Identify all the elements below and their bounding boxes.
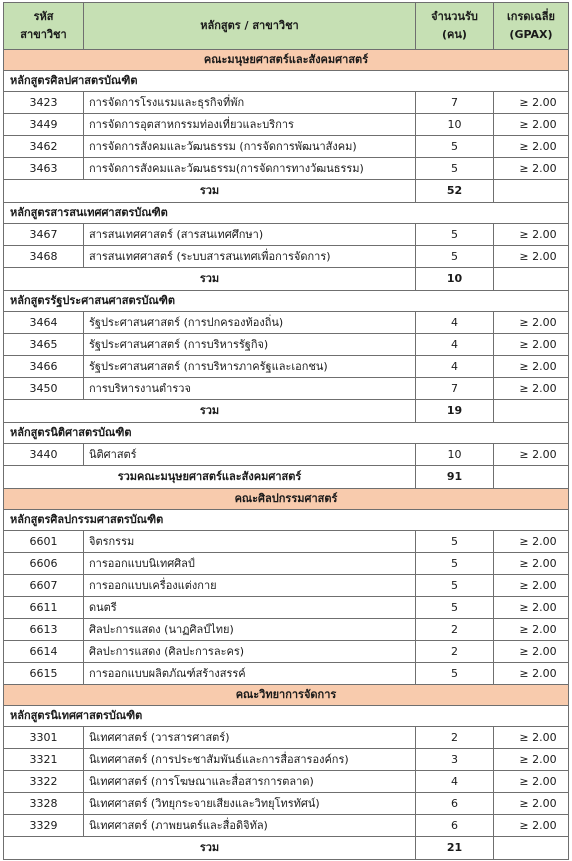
seat-count: 5: [416, 224, 494, 246]
gpax-requirement: ≥ 2.00: [494, 663, 569, 685]
gpax-requirement: ≥ 2.00: [494, 575, 569, 597]
table-row: [4, 136, 569, 158]
major-code: 6611: [4, 597, 84, 619]
gpax-requirement: ≥ 2.00: [494, 444, 569, 466]
major-name: นิติศาสตร์: [84, 444, 416, 466]
subtotal-seats: 91: [416, 466, 494, 489]
major-code: 3466: [4, 356, 84, 378]
subtotal-blank: [494, 400, 569, 423]
major-code: 6615: [4, 663, 84, 685]
seat-count: 5: [416, 136, 494, 158]
table-row: [4, 663, 569, 685]
header-row: [4, 3, 569, 50]
major-code: 3465: [4, 334, 84, 356]
table-row: [4, 771, 569, 793]
subtotal-seats: 52: [416, 180, 494, 203]
faculty-title: คณะศิลปกรรมศาสตร์: [4, 489, 569, 510]
faculty-title: คณะวิทยาการจัดการ: [4, 685, 569, 706]
major-code: 3450: [4, 378, 84, 400]
faculty-title: คณะมนุษยศาสตร์และสังคมศาสตร์: [4, 50, 569, 71]
header-program: หลักสูตร / สาขาวิชา: [84, 3, 416, 50]
seat-count: 4: [416, 356, 494, 378]
seat-count: 5: [416, 663, 494, 685]
seat-count: 5: [416, 158, 494, 180]
major-name: การออกแบบนิเทศศิลป์: [84, 553, 416, 575]
program-row: [4, 291, 569, 312]
table-row: [4, 727, 569, 749]
seat-count: 4: [416, 334, 494, 356]
subtotal-blank: [494, 466, 569, 489]
gpax-requirement: ≥ 2.00: [494, 619, 569, 641]
gpax-requirement: ≥ 2.00: [494, 815, 569, 837]
gpax-requirement: ≥ 2.00: [494, 136, 569, 158]
major-name: นิเทศศาสตร์ (วารสารศาสตร์): [84, 727, 416, 749]
seat-count: 5: [416, 531, 494, 553]
major-name: ดนตรี: [84, 597, 416, 619]
gpax-requirement: ≥ 2.00: [494, 246, 569, 268]
major-name: รัฐประศาสนศาสตร์ (การบริหารภาครัฐและเอกชน): [84, 356, 416, 378]
gpax-requirement: ≥ 2.00: [494, 92, 569, 114]
seat-count: 2: [416, 619, 494, 641]
major-name: การจัดการโรงแรมและธุรกิจที่พัก: [84, 92, 416, 114]
major-name: สารสนเทศศาสตร์ (สารสนเทศศึกษา): [84, 224, 416, 246]
gpax-requirement: ≥ 2.00: [494, 312, 569, 334]
table-row: [4, 246, 569, 268]
gpax-requirement: ≥ 2.00: [494, 727, 569, 749]
major-name: ศิลปะการแสดง (ศิลปะการละคร): [84, 641, 416, 663]
gpax-requirement: ≥ 2.00: [494, 114, 569, 136]
major-code: 3329: [4, 815, 84, 837]
gpax-requirement: ≥ 2.00: [494, 771, 569, 793]
table-row: [4, 531, 569, 553]
table-row: [4, 575, 569, 597]
gpax-requirement: ≥ 2.00: [494, 553, 569, 575]
major-name: นิเทศศาสตร์ (การโฆษณาและสื่อสารการตลาด): [84, 771, 416, 793]
gpax-requirement: ≥ 2.00: [494, 224, 569, 246]
major-code: 6607: [4, 575, 84, 597]
program-title: หลักสูตรสารสนเทศศาสตรบัณฑิต: [4, 203, 569, 224]
subtotal-row: [4, 837, 569, 860]
seat-count: 5: [416, 553, 494, 575]
program-title: หลักสูตรนิติศาสตรบัณฑิต: [4, 423, 569, 444]
admission-table: [3, 2, 569, 860]
major-name: การออกแบบเครื่องแต่งกาย: [84, 575, 416, 597]
subtotal-blank: [494, 180, 569, 203]
seat-count: 3: [416, 749, 494, 771]
table-row: [4, 619, 569, 641]
seat-count: 10: [416, 114, 494, 136]
table-row: [4, 312, 569, 334]
seat-count: 6: [416, 815, 494, 837]
gpax-requirement: ≥ 2.00: [494, 531, 569, 553]
table-row: [4, 597, 569, 619]
program-title: หลักสูตรศิลปศาสตรบัณฑิต: [4, 71, 569, 92]
table-row: [4, 158, 569, 180]
program-row: [4, 423, 569, 444]
seat-count: 5: [416, 246, 494, 268]
subtotal-blank: [494, 268, 569, 291]
major-code: 3463: [4, 158, 84, 180]
table-row: [4, 334, 569, 356]
table-row: [4, 224, 569, 246]
gpax-requirement: ≥ 2.00: [494, 334, 569, 356]
header-gpax: เกรดเฉลี่ย (GPAX): [494, 3, 569, 50]
subtotal-seats: 21: [416, 837, 494, 860]
major-code: 3328: [4, 793, 84, 815]
subtotal-label: รวม: [4, 180, 416, 203]
subtotal-label: รวม: [4, 837, 416, 860]
major-code: 3462: [4, 136, 84, 158]
program-row: [4, 203, 569, 224]
seat-count: 6: [416, 793, 494, 815]
major-name: รัฐประศาสนศาสตร์ (การปกครองท้องถิ่น): [84, 312, 416, 334]
seat-count: 10: [416, 444, 494, 466]
program-title: หลักสูตรรัฐประศาสนศาสตรบัณฑิต: [4, 291, 569, 312]
seat-count: 2: [416, 641, 494, 663]
program-row: [4, 706, 569, 727]
major-name: รัฐประศาสนศาสตร์ (การบริหารรัฐกิจ): [84, 334, 416, 356]
faculty-row: [4, 50, 569, 71]
major-code: 6601: [4, 531, 84, 553]
seat-count: 7: [416, 378, 494, 400]
major-name: นิเทศศาสตร์ (ภาพยนตร์และสื่อดิจิทัล): [84, 815, 416, 837]
header-seats: จำนวนรับ (คน): [416, 3, 494, 50]
program-row: [4, 510, 569, 531]
table-row: [4, 92, 569, 114]
table-row: [4, 553, 569, 575]
major-code: 3464: [4, 312, 84, 334]
major-name: การจัดการสังคมและวัฒนธรรม(การจัดการทางวัฒนธรรม): [84, 158, 416, 180]
major-code: 3449: [4, 114, 84, 136]
major-code: 6613: [4, 619, 84, 641]
faculty-row: [4, 489, 569, 510]
gpax-requirement: ≥ 2.00: [494, 641, 569, 663]
table-row: [4, 444, 569, 466]
subtotal-seats: 19: [416, 400, 494, 423]
program-row: [4, 71, 569, 92]
gpax-requirement: ≥ 2.00: [494, 749, 569, 771]
gpax-requirement: ≥ 2.00: [494, 356, 569, 378]
table-row: [4, 114, 569, 136]
subtotal-blank: [494, 837, 569, 860]
gpax-requirement: ≥ 2.00: [494, 793, 569, 815]
subtotal-label: รวม: [4, 268, 416, 291]
seat-count: 4: [416, 312, 494, 334]
seat-count: 5: [416, 575, 494, 597]
subtotal-label: รวมคณะมนุษยศาสตร์และสังคมศาสตร์: [4, 466, 416, 489]
faculty-row: [4, 685, 569, 706]
gpax-requirement: ≥ 2.00: [494, 158, 569, 180]
table-row: [4, 749, 569, 771]
header-code: รหัส สาขาวิชา: [4, 3, 84, 50]
subtotal-row: [4, 268, 569, 291]
table-row: [4, 793, 569, 815]
subtotal-row: [4, 466, 569, 489]
major-name: การจัดการอุตสาหกรรมท่องเที่ยวและบริการ: [84, 114, 416, 136]
major-name: สารสนเทศศาสตร์ (ระบบสารสนเทศเพื่อการจัดการ): [84, 246, 416, 268]
major-code: 6614: [4, 641, 84, 663]
gpax-requirement: ≥ 2.00: [494, 378, 569, 400]
subtotal-seats: 10: [416, 268, 494, 291]
major-code: 3467: [4, 224, 84, 246]
major-name: การออกแบบผลิตภัณฑ์สร้างสรรค์: [84, 663, 416, 685]
seat-count: 5: [416, 597, 494, 619]
seat-count: 7: [416, 92, 494, 114]
subtotal-row: [4, 180, 569, 203]
seat-count: 2: [416, 727, 494, 749]
table-row: [4, 641, 569, 663]
seat-count: 4: [416, 771, 494, 793]
major-name: ศิลปะการแสดง (นาฏศิลป์ไทย): [84, 619, 416, 641]
major-code: 3301: [4, 727, 84, 749]
program-title: หลักสูตรนิเทศศาสตรบัณฑิต: [4, 706, 569, 727]
major-code: 3468: [4, 246, 84, 268]
major-code: 3321: [4, 749, 84, 771]
table-row: [4, 356, 569, 378]
major-code: 3440: [4, 444, 84, 466]
major-code: 6606: [4, 553, 84, 575]
major-code: 3423: [4, 92, 84, 114]
major-name: การจัดการสังคมและวัฒนธรรม (การจัดการพัฒนาสังคม): [84, 136, 416, 158]
major-name: การบริหารงานตำรวจ: [84, 378, 416, 400]
table-row: [4, 815, 569, 837]
major-name: จิตรกรรม: [84, 531, 416, 553]
program-title: หลักสูตรศิลปกรรมศาสตรบัณฑิต: [4, 510, 569, 531]
table-row: [4, 378, 569, 400]
major-code: 3322: [4, 771, 84, 793]
gpax-requirement: ≥ 2.00: [494, 597, 569, 619]
subtotal-label: รวม: [4, 400, 416, 423]
major-name: นิเทศศาสตร์ (วิทยุกระจายเสียงและวิทยุโทรทัศน์): [84, 793, 416, 815]
major-name: นิเทศศาสตร์ (การประชาสัมพันธ์และการสื่อสารองค์กร): [84, 749, 416, 771]
subtotal-row: [4, 400, 569, 423]
